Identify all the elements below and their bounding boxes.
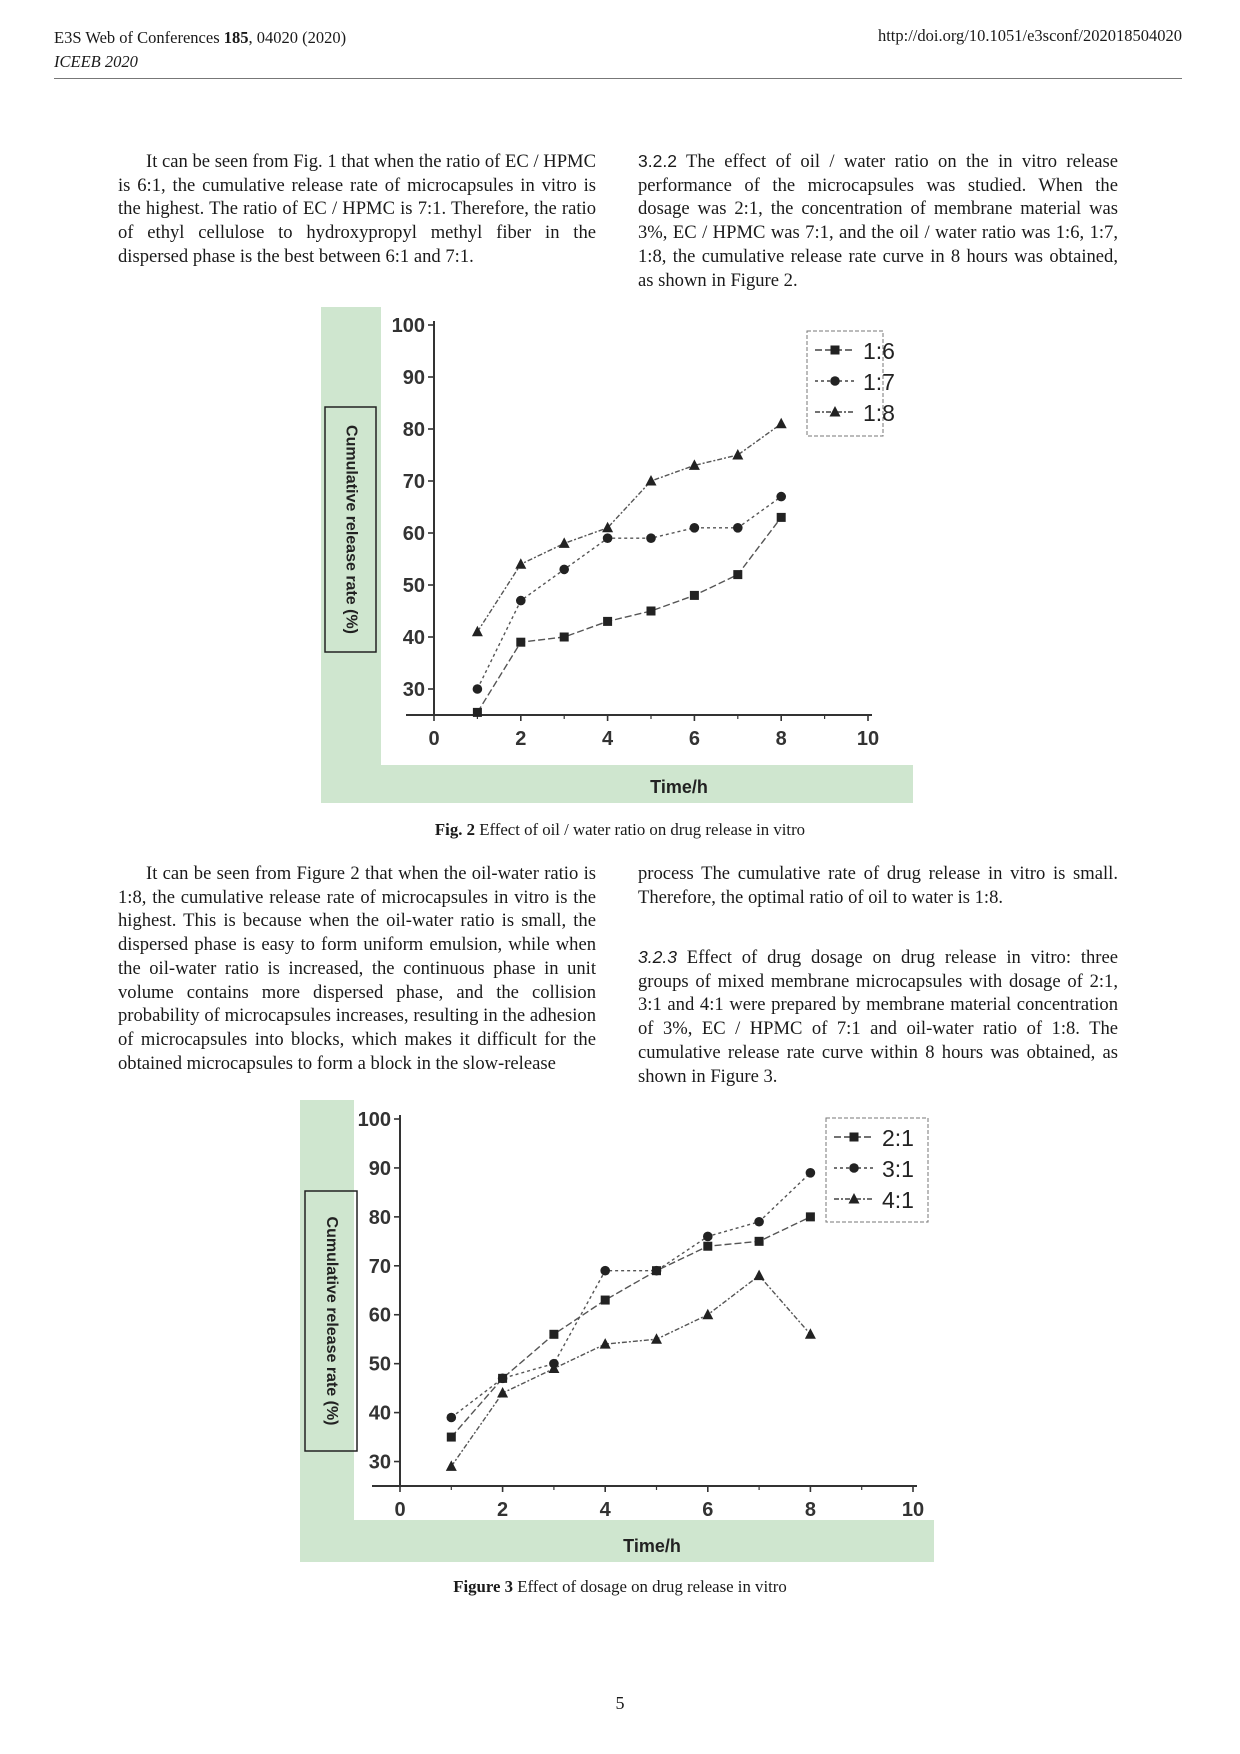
- data-point: [498, 1374, 508, 1384]
- y-tick-label: 90: [402, 367, 425, 389]
- data-point: [473, 684, 483, 694]
- journal-line: [54, 26, 346, 50]
- data-point: [473, 708, 482, 717]
- y-tick-label: 60: [402, 523, 425, 545]
- data-point: [603, 617, 612, 626]
- legend-label: 1:8: [863, 400, 895, 426]
- data-point: [603, 533, 613, 543]
- running-header: [54, 26, 346, 74]
- legend: [826, 1118, 928, 1222]
- x-tick-label: 8: [804, 1499, 816, 1521]
- x-tick-label: 10: [856, 728, 880, 750]
- data-point: [560, 633, 569, 642]
- legend-marker: [831, 346, 840, 355]
- data-point: [755, 1237, 764, 1246]
- data-point: [703, 1232, 713, 1242]
- data-point: [733, 523, 743, 533]
- data-point: [754, 1217, 764, 1227]
- data-point: [600, 1266, 610, 1276]
- page-number: 5: [615, 1693, 625, 1713]
- x-tick-label: 6: [702, 1499, 714, 1521]
- data-point: [806, 1168, 816, 1178]
- legend-marker: [830, 376, 840, 386]
- legend-label: 3:1: [882, 1156, 914, 1182]
- data-point: [601, 1296, 610, 1305]
- x-tick-label: 2: [515, 728, 527, 750]
- x-tick-label: 6: [688, 728, 700, 750]
- data-point: [652, 1266, 662, 1276]
- data-point: [777, 513, 786, 522]
- y-tick-label: 100: [357, 1109, 391, 1131]
- y-tick-label: 40: [368, 1402, 391, 1425]
- x-axis-label: Time/h: [623, 1536, 681, 1556]
- legend-label: 1:6: [863, 338, 895, 364]
- y-tick-label: 70: [402, 471, 425, 493]
- caption-text: Effect of oil / water ratio on drug release in vitro: [475, 820, 806, 839]
- figure-3-caption: [0, 1577, 1240, 1597]
- x-tick-label: 10: [901, 1499, 925, 1521]
- data-point: [646, 533, 656, 543]
- y-tick-label: 100: [391, 315, 425, 337]
- y-tick-label: 90: [368, 1157, 391, 1180]
- data-point: [559, 565, 569, 575]
- data-point: [647, 607, 656, 616]
- legend-marker: [849, 1163, 859, 1173]
- paragraph-fig1-conclusion: It can be seen from Fig. 1 that when the ratio of EC / HPMC is 6:1, the cumulative release rate of microcapsules in vitro is the highest. The ratio of EC / HPMC is 7:1. Therefore, the ratio of ethyl cellulose to hydroxypropyl methyl fiber in the dispersed phase is the best between 6:1 and 7:1.: [118, 151, 596, 267]
- caption-label: Fig. 2: [434, 820, 475, 839]
- article-number: , 04020 (2020): [248, 28, 347, 47]
- y-tick-label: 80: [368, 1206, 391, 1229]
- figure-2-caption: [0, 820, 1240, 840]
- y-tick-label: 40: [402, 627, 425, 649]
- legend: [807, 331, 895, 436]
- y-tick-label: 50: [402, 575, 425, 597]
- x-tick-label: 2: [497, 1499, 509, 1521]
- section-number: 3.2.2: [638, 151, 677, 171]
- figure-3: [300, 1100, 934, 1562]
- y-tick-label: 50: [368, 1353, 391, 1376]
- legend-label: 2:1: [882, 1125, 914, 1151]
- y-axis-label: Cumulative release rate (%): [322, 1216, 340, 1426]
- data-point: [549, 1330, 558, 1339]
- y-tick-label: 80: [402, 419, 425, 441]
- x-axis-label: Time/h: [650, 777, 708, 797]
- legend-marker: [850, 1133, 859, 1142]
- x-tick-label: 0: [428, 728, 440, 750]
- journal-volume: 185: [223, 28, 249, 47]
- data-point: [516, 596, 526, 606]
- data-point: [806, 1212, 815, 1221]
- x-tick-label: 4: [602, 728, 614, 750]
- y-tick-label: 70: [368, 1255, 391, 1278]
- data-point: [447, 1413, 457, 1423]
- data-point: [690, 523, 700, 533]
- paragraph-fig2-discussion: It can be seen from Figure 2 that when the oil-water ratio is 1:8, the cumulative release rate of microcapsules in vitro is the highest. This is because when the oil-water ratio is small, the dispersed phase is easy to form uniform emulsion, while when the oil-water ratio is increased, the continuous phase in unit volume contains more dispersed phase, and the collision probability of microcapsules increases, resulting in the adhesion of microcapsules into blocks, which makes it difficult for the obtained microcapsules to form a block in the slow-release: [118, 863, 596, 1074]
- x-tick-label: 8: [775, 728, 787, 750]
- journal-name: E3S Web of Conferences: [54, 28, 220, 47]
- figure-3-chart: [300, 1100, 934, 1562]
- section-text: The effect of oil / water ratio on the in vitro release performance of the microcapsules was studied. When the dosage was 2:1, the concentration of membrane material was 3%, EC / HPMC was 7:1, and the oil / water ratio was 1:6, 1:7, 1:8, the cumulative release rate curve in 8 hours was obtained, as shown in Figure 2.: [638, 151, 1118, 291]
- figure-2-chart: [321, 307, 913, 803]
- section-3-2-2: [638, 150, 1118, 292]
- legend-label: 4:1: [882, 1187, 914, 1213]
- doi-link[interactable]: http://doi.org/10.1051/e3sconf/202018504020: [877, 26, 1182, 45]
- data-point: [516, 638, 525, 647]
- data-point: [447, 1433, 456, 1442]
- data-point: [733, 570, 742, 579]
- y-tick-label: 30: [402, 679, 425, 701]
- x-tick-label: 0: [394, 1499, 406, 1521]
- caption-text: Effect of dosage on drug release in vitro: [513, 1577, 787, 1596]
- data-point: [776, 492, 786, 502]
- data-point: [690, 591, 699, 600]
- header-divider: [54, 78, 1182, 79]
- legend-label: 1:7: [863, 369, 895, 395]
- event-name: ICEEB 2020: [54, 52, 138, 71]
- y-tick-label: 60: [368, 1304, 391, 1327]
- caption-label: Figure 3: [453, 1577, 514, 1596]
- figure-2: [321, 307, 913, 803]
- section-number: 3.2.3: [638, 947, 677, 967]
- section-text: Effect of drug dosage on drug release in vitro: three groups of mixed membrane microcapsules with dosage of 2:1, 3:1 and 4:1 were prepared by membrane material concentration of 3%, EC / HPMC of 7:1 and oil-water ratio of 1:8. The cumulative release rate curve within 8 hours was obtained, as shown in Figure 3.: [638, 947, 1118, 1087]
- x-tick-label: 4: [599, 1499, 611, 1521]
- y-tick-label: 30: [368, 1451, 391, 1474]
- y-axis-label: Cumulative release rate (%): [342, 425, 360, 634]
- data-point: [703, 1242, 712, 1251]
- paragraph-fig2-conclusion: process The cumulative rate of drug release in vitro is small. Therefore, the optimal ratio of oil to water is 1:8.: [638, 863, 1118, 908]
- section-3-2-3: [638, 946, 1118, 1088]
